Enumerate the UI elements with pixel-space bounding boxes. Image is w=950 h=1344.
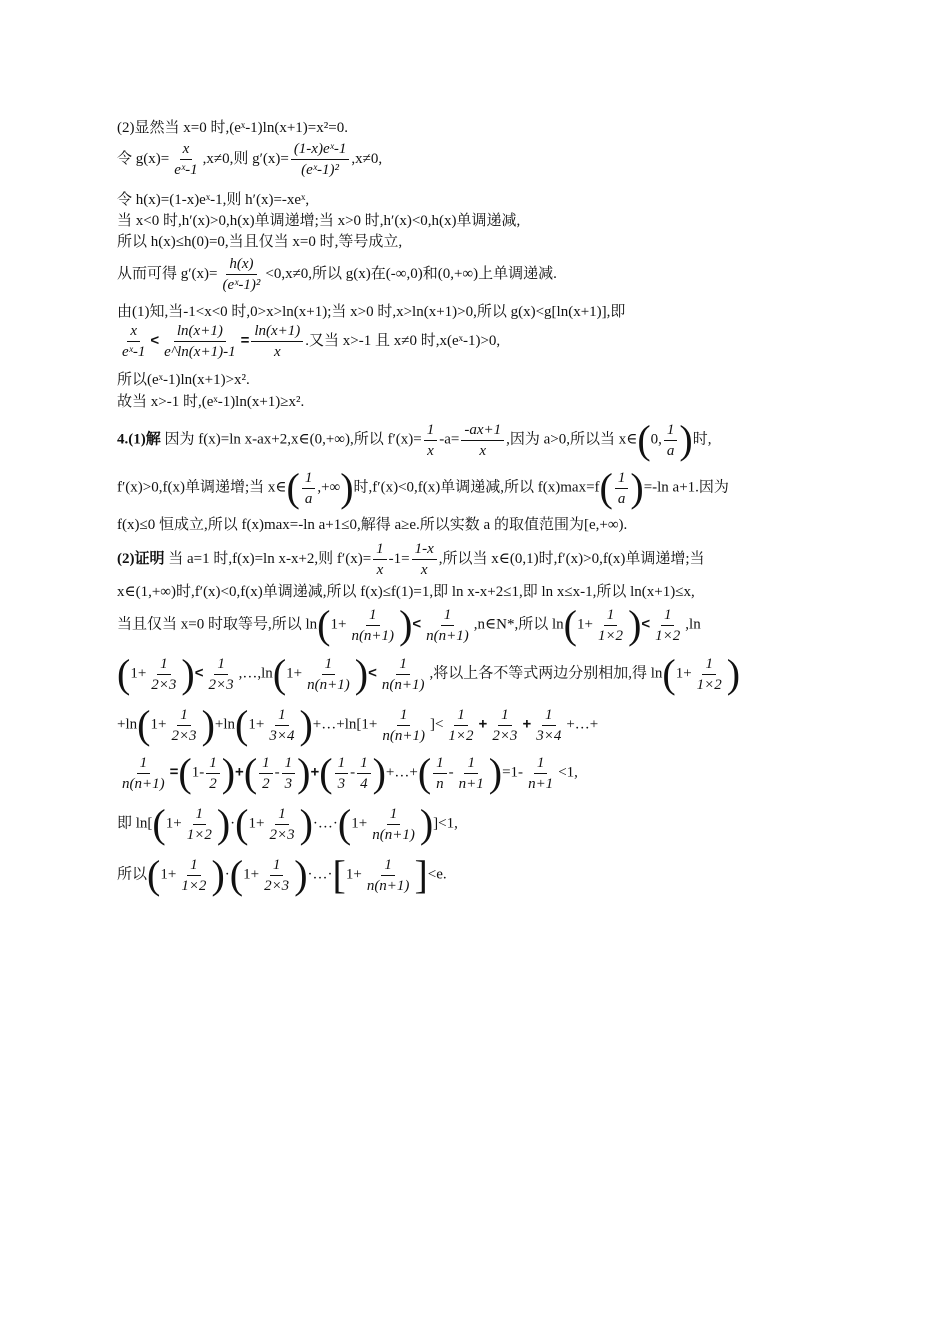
denominator: x (273, 344, 281, 360)
numerator: 1 (302, 469, 316, 489)
fraction (423, 606, 472, 645)
numerator: 1 (498, 706, 512, 726)
denominator: a (304, 490, 313, 507)
text-line: 当且仅当 x=0 时取等号,所以 ln(1+ $\frac{1}{n(n+1)}$ )< $\frac{1}{n(n+1)}$ ,n∈N*,所以 ln(1+ $\frac{1}{1\times 2}$ )< $\frac{1}{1\times 2}$ ,ln (117, 602, 701, 647)
line-text: 当且仅当 x=0 时取等号,所以 ln (117, 616, 318, 633)
numerator: ln(x+1) (174, 322, 226, 342)
fraction (168, 706, 199, 745)
numerator: 1 (177, 706, 191, 726)
numerator: 1 (464, 754, 478, 774)
fraction (373, 540, 387, 579)
line-text: =-ln a+1.因为 (643, 479, 729, 496)
fraction (291, 140, 350, 179)
text-line (117, 118, 850, 138)
line-text: ,x≠0, (351, 150, 383, 167)
denominator: 2×3 (171, 727, 197, 744)
text-line: 4.(1)解 因为 f(x)=ln x-ax+2,x∈(0,+∞),所以 f′(x)= $\frac{1}{x}$ -a= $\frac{-ax+1}{x}$ ,因为 a>0,所以当 x∈(0, $\frac{1}{a}$ )时, (117, 417, 712, 462)
line-text: 即 ln[ (117, 815, 153, 832)
numerator: 1 (335, 754, 349, 774)
fraction (206, 655, 237, 694)
text-line: 所以(1+ $\frac{1}{1\times 2}$ )·(1+ $\frac{1}{2\times 3}$ )·…·[1+ $\frac{1}{n(n+1)}$ ]<e. (117, 852, 447, 897)
section-label: (2)证明 (117, 550, 165, 567)
numerator: 1-x (412, 540, 437, 560)
numerator: 1 (366, 606, 380, 626)
numerator: 1 (322, 655, 336, 675)
fraction (664, 421, 678, 460)
line-text: 从而可得 g′(x)= (117, 265, 218, 282)
fraction (282, 754, 296, 793)
fraction (178, 856, 209, 895)
fraction (652, 606, 683, 645)
line-text: 当 x<0 时,h′(x)>0,h(x)单调递增;当 x>0 时,h′(x)<0,h(x)单调递减, (117, 213, 521, 229)
line-text: +…+ (566, 716, 599, 733)
fraction (148, 655, 179, 694)
numerator: 1 (206, 754, 220, 774)
fraction (424, 421, 438, 460)
numerator: h(x) (226, 255, 256, 275)
denominator: x (376, 562, 384, 578)
line-text: 当 a=1 时,f(x)=ln x-x+2,则 f′(x)= (168, 550, 372, 567)
numerator: 1 (664, 421, 678, 441)
denominator: n (436, 775, 444, 792)
denominator: 1×2 (655, 627, 681, 644)
fraction (445, 706, 476, 745)
line-text: <0,x≠0,所以 g(x)在(-∞,0)和(0,+∞)上单调递减. (265, 265, 557, 282)
numerator: 1 (441, 606, 455, 626)
denominator: x (427, 442, 434, 459)
denominator: n+1 (528, 775, 554, 792)
text-line (117, 255, 850, 294)
text-line (117, 232, 850, 252)
text-line (117, 540, 850, 579)
denominator: n(n+1) (426, 627, 469, 644)
line-text: ,ln (685, 616, 701, 633)
fraction (369, 805, 418, 844)
fraction (357, 754, 371, 793)
fraction (364, 856, 413, 895)
denominator: 1×2 (186, 826, 212, 843)
fraction (379, 706, 428, 745)
fraction (119, 754, 168, 793)
numerator: 1 (702, 655, 716, 675)
line-text: 所以 h(x)≤h(0)=0,当且仅当 x=0 时,等号成立, (117, 234, 403, 250)
line-text: 时,f′(x)<0,f(x)单调递减,所以 f(x)max=f (353, 479, 600, 496)
text-line: f′(x)>0,f(x)单调递增;当 x∈( $\frac{1}{a}$ ,+∞)时,f′(x)<0,f(x)单调递减,所以 f(x)max=f( $\frac{1}{a}$ )=-ln a+1.因为 (117, 465, 729, 510)
denominator: 1×2 (448, 727, 474, 744)
fraction (171, 140, 200, 179)
denominator: 2×3 (151, 676, 177, 693)
denominator: n(n+1) (122, 775, 165, 792)
denominator: 1×2 (181, 877, 207, 894)
fraction (456, 754, 487, 793)
text-line: +ln(1+ $\frac{1}{2\times 3}$ )+ln(1+ $\frac{1}{3\times 4}$ )+…+ln[1+ $\frac{1}{n(n+1)}$ ]< $\frac{1}{1\times 2}$ + $\frac{1}{2\times 3}$ + $\frac{1}{3\times 4}$ +…+ (117, 702, 599, 747)
denominator: n(n+1) (366, 877, 410, 894)
line-text: 令 h(x)=(1-x)eˣ-1,则 h′(x)=-xeˣ, (117, 192, 310, 208)
fraction (302, 469, 316, 508)
numerator: 1 (357, 754, 371, 774)
line-text: <1, (558, 764, 578, 781)
denominator: (eˣ-1)² (222, 277, 261, 293)
numerator: 1 (397, 706, 411, 726)
denominator: x (420, 562, 428, 578)
numerator: 1 (259, 754, 273, 774)
line-text: +…+ln[1+ (312, 716, 378, 733)
line-text: f(x)≤0 恒成立,所以 f(x)max=-ln a+1≤0,解得 a≥e.所以实数 a 的取值范围为[e,+∞). (117, 517, 628, 533)
fraction (261, 856, 292, 895)
line-text: ,将以上各不等式两边分别相加,得 ln (429, 665, 663, 682)
line-text: +ln (214, 716, 236, 733)
text-line: 即 ln[(1+ $\frac{1}{1\times 2}$ )·(1+ $\frac{1}{2\times 3}$ )·…·(1+ $\frac{1}{n(n+1)}$ )]<1, (117, 801, 458, 846)
numerator: 1 (615, 469, 629, 489)
numerator: 1 (187, 856, 201, 876)
numerator: x (127, 322, 140, 342)
numerator: 1 (282, 754, 296, 774)
numerator: 1 (454, 706, 468, 726)
denominator: 2×3 (492, 727, 518, 744)
denominator: eˣ-1 (174, 162, 198, 178)
denominator: 3×4 (269, 727, 295, 744)
line-text: 时, (692, 431, 712, 448)
fraction (119, 322, 148, 361)
text-line (117, 190, 850, 210)
denominator: a (617, 490, 626, 507)
denominator: 2 (262, 775, 270, 792)
numerator: 1 (396, 655, 410, 675)
fraction (525, 754, 556, 793)
numerator: 1 (387, 805, 401, 825)
text-line (117, 140, 850, 179)
line-text: f′(x)>0,f(x)单调递增;当 x∈ (117, 479, 287, 496)
numerator: 1 (381, 856, 395, 876)
numerator: 1 (137, 754, 151, 774)
line-text: 故当 x>-1 时,(eˣ-1)ln(x+1)≥x². (117, 394, 305, 410)
fraction (266, 805, 297, 844)
fraction (461, 421, 504, 460)
denominator: n(n+1) (382, 727, 425, 744)
denominator: 4 (360, 775, 368, 792)
line-text: ,x≠0,则 g′(x)= (202, 150, 289, 167)
fraction (412, 540, 437, 579)
fraction (161, 322, 238, 361)
line-text: =1- (502, 764, 524, 781)
numerator: x (180, 140, 193, 160)
line-text: -1= (388, 550, 410, 567)
numerator: 1 (373, 540, 387, 560)
denominator: n+1 (458, 775, 484, 792)
line-text: ,n∈N*,所以 ln (473, 616, 564, 633)
line-text: ]< (429, 716, 444, 733)
line-text: +ln (117, 716, 138, 733)
denominator: x (479, 442, 487, 459)
fraction (379, 655, 428, 694)
line-text: x∈(1,+∞)时,f′(x)<0,f(x)单调递减,所以 f(x)≤f(1)=1,即 ln x-x+2≤1,即 ln x≤x-1,所以 ln(x+1)≤x, (117, 584, 695, 600)
numerator: 1 (214, 655, 228, 675)
line-text: 所以 (117, 866, 148, 883)
fraction (433, 754, 447, 793)
line-text: 因为 f(x)=ln x-ax+2,x∈(0,+∞),所以 f′(x)= (164, 431, 422, 448)
numerator: 1 (275, 706, 289, 726)
line-text: ]<1, (433, 815, 458, 832)
section-label: 4.(1)解 (117, 431, 161, 448)
denominator: 2×3 (208, 676, 234, 693)
denominator: eˣ-1 (122, 344, 146, 360)
denominator: 1×2 (597, 627, 624, 644)
fraction (251, 322, 303, 361)
fraction (489, 706, 520, 745)
numerator: ln(x+1) (251, 322, 303, 342)
fraction (335, 754, 349, 793)
numerator: 1 (661, 606, 675, 626)
fraction (304, 655, 353, 694)
denominator: 2 (209, 775, 217, 792)
line-text: 令 g(x)= (117, 150, 170, 167)
fraction (266, 706, 297, 745)
denominator: 3 (337, 775, 346, 792)
denominator: e^ln(x+1)-1 (164, 344, 236, 360)
numerator: 1 (157, 655, 171, 675)
line-text: .又当 x>-1 且 x≠0 时,x(eˣ-1)>0, (305, 332, 501, 349)
fraction (595, 606, 626, 645)
numerator: 1 (604, 606, 618, 626)
numerator: -ax+1 (461, 421, 504, 441)
line-text: ,因为 a>0,所以当 x∈ (506, 431, 638, 448)
line-text: <e. (427, 866, 447, 883)
denominator: 3×4 (536, 727, 562, 744)
fraction (615, 469, 629, 508)
denominator: 3 (284, 775, 293, 792)
denominator: n(n+1) (381, 676, 425, 693)
line-text: -a= (439, 431, 460, 448)
text-line: $\frac{x}{\text{eˣ-1}}$ < $\frac{\ln(x+1)}{e\^{}\ln(x+1)-1}$ = $\frac{\ln(x+1)}{x}$ .又当 x>-1 且 x≠0 时,x(eˣ-1)>0, (117, 322, 850, 361)
line-text: ,…,ln (238, 665, 273, 682)
text-line (117, 392, 850, 412)
numerator: 1 (534, 754, 548, 774)
numerator: 1 (542, 706, 556, 726)
text-line (117, 302, 850, 322)
fraction (219, 255, 263, 294)
fraction (694, 655, 725, 694)
numerator: 1 (193, 805, 207, 825)
text-line: (1+ $\frac{1}{2\times 3}$ )< $\frac{1}{2\times 3}$ ,…,ln(1+ $\frac{1}{n(n+1)}$ )< $\frac{1}{n(n+1)}$ ,将以上各不等式两边分别相加,得 ln(1+ $\frac{1}{1\times 2}$ ) (117, 651, 741, 696)
text-line (117, 370, 850, 390)
numerator: 1 (270, 856, 284, 876)
denominator: (eˣ-1)² (301, 162, 340, 178)
fraction (348, 606, 397, 645)
numerator: (1-x)eˣ-1 (291, 140, 350, 160)
denominator: 1×2 (696, 676, 722, 693)
fraction (184, 805, 215, 844)
line-text: 由(1)知,当-1<x<0 时,0>x>ln(x+1);当 x>0 时,x>ln(x+1)>0,所以 g(x)<g[ln(x+1)],即 (117, 304, 626, 320)
denominator: 2×3 (269, 826, 295, 843)
text-line (117, 515, 850, 535)
line-text: 所以(eˣ-1)ln(x+1)>x². (117, 372, 250, 388)
line-text: (2)显然当 x=0 时,(eˣ-1)ln(x+1)=x²=0. (117, 120, 348, 136)
denominator: n(n+1) (307, 676, 350, 693)
numerator: 1 (433, 754, 447, 774)
numerator: 1 (275, 805, 289, 825)
text-line (117, 582, 850, 602)
denominator: 2×3 (264, 877, 290, 894)
denominator: a (666, 442, 675, 459)
fraction (533, 706, 564, 745)
fraction (206, 754, 220, 793)
fraction (259, 754, 273, 793)
text-line: $\frac{1}{n(n+1)}$ =(1- $\frac{1}{2}$ )+( $\frac{1}{2}$ - $\frac{1}{3}$ )+( $\frac{1}{3}$ - $\frac{1}{4}$ )+…+( $\frac{1}{n}$ - $\frac{1}{n+1}$ )=1- $\frac{1}{n+1}$ <1, (117, 753, 850, 793)
numerator: 1 (424, 421, 438, 441)
text-line (117, 211, 850, 231)
denominator: n(n+1) (351, 627, 395, 644)
denominator: n(n+1) (372, 826, 415, 843)
line-text: ,所以当 x∈(0,1)时,f′(x)>0,f(x)单调递增;当 (438, 550, 705, 567)
